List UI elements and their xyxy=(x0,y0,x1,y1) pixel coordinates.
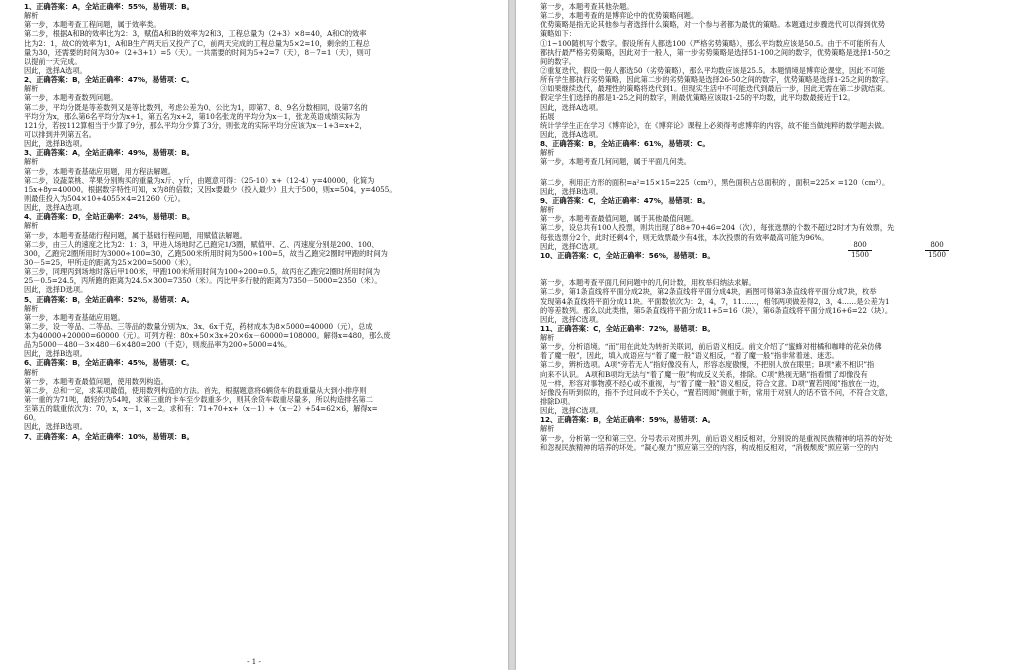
text-line: 第二步，设一等品、二等品、三等品的数量分别为x、3x、6x千克，药材成本为8×5000=40000（元），总成 xyxy=(24,321,373,331)
text-line: 解析 xyxy=(24,303,39,313)
text-line: 第二步，根据A和B的效率比为2：3，赋值A和B的效率为2和3，工程总量为（2+3）×8=40，A和C的效率 xyxy=(24,29,367,39)
text-line: 解析 xyxy=(24,367,39,377)
answer-header-line: 12、正确答案：B，全站正确率：59%，易错项：A。 xyxy=(540,415,715,425)
text-line: 第一步，本题考查数列问题。 xyxy=(24,93,118,103)
answer-header-line: 5、正确答案：B，全站正确率：52%，易错项：A。 xyxy=(24,294,194,304)
text-line: 第一步，分析语境。“而”用在此处为转折关联词，前后语义相反。前文介绍了“蜜蜂对柑橘和咖啡的花朵仿佛 xyxy=(540,342,882,352)
text-line: 和忽视民族精神的培养的坏处。“凝心聚力”照应第三空的内容，构成相反相对，“消极颓废”照应第一空的内 xyxy=(540,442,879,452)
text-line: 25－0.5=24.5，丙所跑的距离为24.5×300=7350（米）。丙比甲多行驶的距离为7350－5000=2350（米）。 xyxy=(24,276,382,286)
text-line: 第一步，本题考查最值问题，使用数列构造。 xyxy=(24,376,168,386)
text-line: 第一步，本题考查基础应用题，用方程法解题。 xyxy=(24,166,175,176)
text-line: 第一步，分析第一空和第三空。分号表示对照并列，前后语义相反相对，分别说的是重视民族精神的培养的好处 xyxy=(540,433,893,443)
text-line: 比为2：1，故C的效率为1，A和B生产两天后又投产了C，前两天完成的工程总量为5×2=10，剩余的工程总 xyxy=(24,38,370,48)
answer-header-line: 6、正确答案：B，全站正确率：45%，易错项：C。 xyxy=(24,358,194,368)
answer-header-line: 4、正确答案：D，全站正确率：24%，易错项：B。 xyxy=(24,212,195,222)
text-line: 第一步，本题考查其他杂题。 xyxy=(540,2,634,11)
text-line: 因此，选择B选项。 xyxy=(24,422,87,432)
text-line xyxy=(540,269,1014,278)
answer-header-line: 8、正确答案：B，全站正确率：61%，易错项：C。 xyxy=(540,139,710,149)
text-line: 每张选票分2个，此时还剩4个，则无效票最少有4张，本次投票的有效率最高可能为96%。 xyxy=(540,232,829,242)
text-line: 品为5000－480－3×480－6×480=200（千克），则废品率为200÷5000=4%。 xyxy=(24,340,292,350)
fraction-numerator: 800 xyxy=(930,241,944,249)
text-line: 因此，选择B选项。 xyxy=(24,349,87,359)
fraction-denominator: 1500 xyxy=(851,251,869,259)
text-line: 策略如下： xyxy=(540,29,576,39)
page-1 xyxy=(0,0,508,670)
text-line: 第二步，总和一定，求某项最值，使用数列构造的方法。首先，根据题意将6辆货车的载重量从大到小排序则 xyxy=(24,385,367,395)
text-line: 都执行最严格劣势策略，因此对于一般人，第一步劣势策略是选择51-100之间的数字，优势策略是选择1-50之 xyxy=(540,47,891,57)
text-line: 间的数字。 xyxy=(540,56,576,66)
text-line: 解析 xyxy=(540,333,555,343)
page-2 xyxy=(516,0,1024,670)
text-line: 统计学学生正在学习《博弈论》，在《博弈论》课程上必须得考虑博弈的内容，故不能当做纯粹的数学题去做。 xyxy=(540,120,889,130)
text-line: 因此，选择B选项。 xyxy=(24,139,87,149)
text-line: 所有学生都执行劣势策略，因此第二步的劣势策略是选择26-50之间的数字，优势策略是选择1-25之间的数字。 xyxy=(540,75,894,85)
fraction-area-calc xyxy=(925,242,949,259)
text-line: 因此，选择A选项。 xyxy=(540,129,603,139)
text-line: 解析 xyxy=(24,11,39,21)
answer-header-line: 7、正确答案：A，全站正确率：10%，易错项：B。 xyxy=(24,431,194,441)
text-line: 第二步，设总共有100人投票，则共出现了88+70+46=204（次），每张选票的个数不超过2时才为有效票，先 xyxy=(540,223,895,233)
answer-header-line: 2、正确答案：B，全站正确率：47%，易错项：C。 xyxy=(24,75,194,85)
text-line: 以提前一天完成。 xyxy=(24,56,82,66)
text-line: 因此，选择D选项。 xyxy=(24,285,88,295)
text-line: 解析 xyxy=(24,84,39,94)
text-line: 向来不认识。 A项和B项均无法与“着了魔一般”构成反义关系，排除。C项“熟视无睹”指看惯了却像没有 xyxy=(540,369,868,379)
text-line: 第一步，本题考查工程问题，属于效率类。 xyxy=(24,20,161,30)
text-line: 平均分为x，那么第6名平均分为x+1，第五名为x+2，第10名张龙的平均分为x－1，张龙英语成绩实际为 xyxy=(24,111,361,121)
page-1-content xyxy=(24,2,498,441)
text-line: 着了魔一般”，因此，填入成语应与“着了魔一般”语义相反，“着了魔一般”指非常着迷、迷恋。 xyxy=(540,351,839,361)
text-line: 第一步，本题考查最值问题，属于其他最值问题。 xyxy=(540,214,699,224)
fraction-numerator: 800 xyxy=(853,241,867,249)
text-line: 15x+8y=40000。根据数字特性可知，x为8的倍数；又因x要最少（投入最少）且大于500，则x=504，y=4055。 xyxy=(24,184,397,194)
text-line: 好像没有听到似的，指不予过问或不予关心，“置若罔闻”侧重于听，常用于对别人的话不管不问，不符合文意， xyxy=(540,387,893,397)
page-2-content xyxy=(540,2,1014,452)
answer-header-line: 9、正确答案：C，全站正确率：47%，易错项：B。 xyxy=(540,195,710,205)
text-line: 的等差数列。那么以此类推，第5条直线将平面分成11+5=16（块），第6条直线将平面分成16+6=22（块）。 xyxy=(540,305,893,315)
text-line: 第一步，本题考查基础行程问题，属于基础行程问题，用赋值法解题。 xyxy=(24,230,247,240)
text-line: 300，乙跑完2圈所用时为3000÷100=30，乙跑500米所用时间为500÷100=5，故当乙跑完2圈时甲跑的时间为 xyxy=(24,248,388,258)
answer-header-line: 3、正确答案：A，全站正确率：49%，易错项：B。 xyxy=(24,148,194,158)
text-line: 至第五的载重依次为：70，x，x－1，x－2。求和有：71+70+x+（x－1）+（x－2）+54=62×6，解得x= xyxy=(24,404,378,414)
text-line: 排除D项。 xyxy=(540,397,575,407)
text-line: 可以排到并列第五名。 xyxy=(24,129,96,139)
text-line: 解析 xyxy=(24,157,39,167)
text-line: 第一步，本题考查几何问题，属于平面几何类。 xyxy=(540,157,691,167)
text-line: 第三步，同理丙到场地时落后甲100米，甲跑100米所用时间为100÷200=0.5，故丙在乙跑完2圈时所用时间为 xyxy=(24,267,381,277)
text-line: 因此，选择B选项。 xyxy=(540,186,603,196)
text-line: 则最佳投入为504×10+4055×4=21260（元）。 xyxy=(24,193,185,203)
text-line: 因此，选择C选项。 xyxy=(540,314,604,324)
text-line: 第一步，本题考查基础应用题。 xyxy=(24,312,125,322)
text-line: 第二步，设蔬菜桃、苹果分别购买的重量为x斤、y斤，由题意可得：（25-10）x+（12-4）y=40000，化简为 xyxy=(24,175,375,185)
text-line: 第二步，由三人的速度之比为2：1：3，甲进入场地时乙已跑完1/3圈，赋值甲、乙、丙速度分别是200、100、 xyxy=(24,239,379,249)
text-line: 因此，选择A选项。 xyxy=(24,65,87,75)
text-line: 因此，选择A选项。 xyxy=(24,203,87,213)
text-line: 因此，选择C选项。 xyxy=(540,241,604,251)
text-line: 解析 xyxy=(540,205,555,215)
text-line xyxy=(540,260,1014,269)
text-line: 见一样，形容对事物漠不经心或不重视，与“着了魔一般”语义相反，符合文意。D项“置若罔闻”指放在一边， xyxy=(540,378,884,388)
text-line: ②重复迭代，假设一般人都选50（劣势策略），那么平均数应该是25.5。本题情境是博弈论课堂，因此不可能 xyxy=(540,65,885,75)
text-line: ①1~100随机写个数字。假设所有人都选100（严格劣势策略），那么平均数应该是50.5。由于不可能所有人 xyxy=(540,38,886,48)
text-line: 第二步，辨析选项。A项“旁若无人”指好像没有人，形容态度傲慢，不把别人放在眼里；B项“素不相识”指 xyxy=(540,360,875,370)
text-line: 发现第4条直线将平面分成11块。平面数依次为：2，4，7，11……，相邻两项做差得2，3，4……是公差为1 xyxy=(540,296,890,306)
answer-header-line: 10、正确答案：C，全站正确率：56%，易错项：B。 xyxy=(540,250,715,260)
text-line: 假定学生们选择的都是1-25之间的数字，则最优策略应该取1-25的平均数，此平均数最接近于12。 xyxy=(540,93,855,103)
text-line: 第二步，利用正方形的面积=a²=15×15=225（cm²），黑色面积占总面积的 ，面积=225× =120（cm²）。 xyxy=(540,177,890,187)
text-line: 第二步，平均分既是等差数列又是等比数列，考虑公差为0、公比为1，即第7、8、9名分数相同，设第7名的 xyxy=(24,102,368,112)
answer-header-line: 1、正确答案：A，全站正确率：55%，易错项：B。 xyxy=(24,2,194,11)
answer-header-line: 11、正确答案：C，全站正确率：72%，易错项：B。 xyxy=(540,323,715,333)
text-line: 第一步，本题考查平面几何问题中的几何计数，用枚举归纳法求解。 xyxy=(540,278,756,288)
text-line: 第二步，本题考查的是博弈论中的优势策略问题。 xyxy=(540,11,699,21)
text-line xyxy=(540,167,1014,176)
text-line: 解析 xyxy=(540,148,555,158)
text-line: 解析 xyxy=(540,424,555,434)
page-number: - 1 - xyxy=(247,658,261,666)
text-line: 60。 xyxy=(24,413,41,423)
text-line: 121分，若按112算相当于少算了9分，那么平均分少算了3分，则张龙的实际平均分应该为x－1+3=x+2， xyxy=(24,120,367,130)
fraction-black-area xyxy=(848,242,872,259)
text-line: 第二步，第1条直线将平面分成2块，第2条直线将平面分成4块，画图可得第3条直线将平面分成7块，枚举 xyxy=(540,287,877,297)
text-line: 30－5=25，甲所走的距离为25×200=5000（米）。 xyxy=(24,257,196,267)
text-line: 本为40000+20000=60000（元）。可列方程：80x+50×3x+20×6x－60000=108000。解得x=480，那么废 xyxy=(24,331,391,341)
text-line: 优势策略是指无论其他参与者选择什么策略，对一个参与者都为最优的策略。本题通过步骤迭代可以得到优势 xyxy=(540,20,886,30)
fraction-denominator: 1500 xyxy=(928,251,946,259)
text-line: 量为30，还需要的时间为30÷（2+3+1）=5（天）。一共需要的时间为5+2=7（天），8－7=1（天），则可 xyxy=(24,47,371,57)
text-line: ③如果继续迭代，最理性的策略将迭代到1。但现实生活中不可能迭代到最后一步，因此无需在第二步就结束。 xyxy=(540,84,890,94)
text-line: 因此，选择C选项。 xyxy=(540,406,604,416)
text-line: 解析 xyxy=(24,221,39,231)
text-line: 第一重的为71吨，最轻的为54吨，求第三重的卡车至少载重多少，则其余货车载重尽量多，所以构造排名第二 xyxy=(24,395,373,405)
text-line: 拓展 xyxy=(540,111,555,121)
text-line: 因此，选择A选项。 xyxy=(540,102,603,112)
